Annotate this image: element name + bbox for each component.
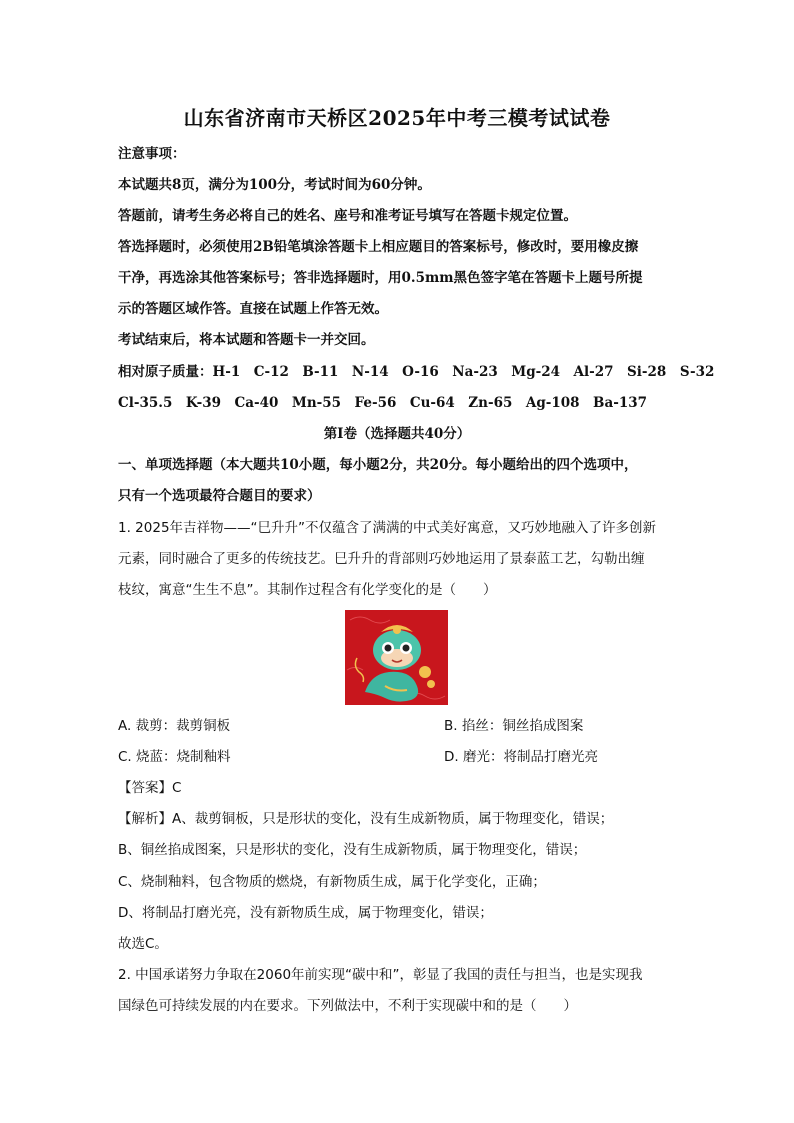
option-d: D. 磨光：将制品打磨光亮 xyxy=(444,749,598,765)
section-title: 第Ⅰ卷（选择题共40分） xyxy=(323,426,471,442)
notice-line: 考试结束后，将本试题和答题卡一并交回。 xyxy=(118,332,375,348)
question-2-text: 2. 中国承诺努力争取在2060年前实现“碳中和”，彰显了我国的责任与担当，也是实现我 xyxy=(118,967,643,983)
question-2-text: 国绿色可持续发展的内在要求。下列做法中，不利于实现碳中和的是（ ） xyxy=(118,998,577,1014)
question-1-analysis: C、烧制釉料，包含物质的燃烧，有新物质生成，属于化学变化，正确； xyxy=(118,874,546,890)
notice-line: 答题前，请考生务必将自己的姓名、座号和准考证号填写在答题卡规定位置。 xyxy=(118,208,577,224)
part-one-heading: 一、单项选择题（本大题共10小题，每小题2分，共20分。每小题给出的四个选项中， xyxy=(118,457,638,473)
question-1-analysis: 【解析】A、裁剪铜板，只是形状的变化，没有生成新物质，属于物理变化，错误； xyxy=(118,811,614,827)
question-1-conclusion: 故选C。 xyxy=(118,936,168,952)
question-1-options-row-2 xyxy=(118,747,678,767)
question-1-text: 元素，同时融合了更多的传统技艺。巳升升的背部则巧妙地运用了景泰蓝工艺，勾勒出缠 xyxy=(118,551,645,567)
part-one-heading: 只有一个选项最符合题目的要求） xyxy=(118,488,321,504)
snake-mascot-icon xyxy=(345,610,448,705)
notice-line: 本试题共8页，满分为100分，考试时间为60分钟。 xyxy=(118,177,431,193)
question-1-text: 枝纹，寓意“生生不息”。其制作过程含有化学变化的是（ ） xyxy=(118,582,497,598)
question-1-text: 1. 2025年吉祥物——“巳升升”不仅蕴含了满满的中式美好寓意，又巧妙地融入了许多创新 xyxy=(118,520,657,536)
option-b: B. 掐丝：铜丝掐成图案 xyxy=(444,718,584,734)
question-1-analysis: B、铜丝掐成图案，只是形状的变化，没有生成新物质，属于物理变化，错误； xyxy=(118,842,587,858)
question-1-analysis: D、将制品打磨光亮，没有新物质生成，属于物理变化，错误； xyxy=(118,905,493,921)
notice-line: 干净，再选涂其他答案标号；答非选择题时，用0.5mm黑色签字笔在答题卡上题号所提 xyxy=(118,270,643,286)
option-c: C. 烧蓝：烧制釉料 xyxy=(118,749,231,765)
option-a: A. 裁剪：裁剪铜板 xyxy=(118,718,231,734)
question-1-options-row-1 xyxy=(118,716,678,736)
notice-line: 示的答题区域作答。直接在试题上作答无效。 xyxy=(118,301,388,317)
question-1-answer: 【答案】C xyxy=(118,780,182,796)
notice-line: 答选择题时，必须使用2B铅笔填涂答题卡上相应题目的答案标号，修改时，要用橡皮擦 xyxy=(118,239,639,255)
notice-heading: 注意事项： xyxy=(118,146,186,162)
atomic-mass-line: 相对原子质量：H-1 C-12 B-11 N-14 O-16 Na-23 Mg-24 Al-27 Si-28 S-32 xyxy=(118,364,715,380)
exam-title: 山东省济南市天桥区2025年中考三模考试试卷 xyxy=(183,106,611,130)
mascot-illustration xyxy=(345,610,448,705)
atomic-mass-line: Cl-35.5 K-39 Ca-40 Mn-55 Fe-56 Cu-64 Zn-65 Ag-108 Ba-137 xyxy=(118,395,647,411)
